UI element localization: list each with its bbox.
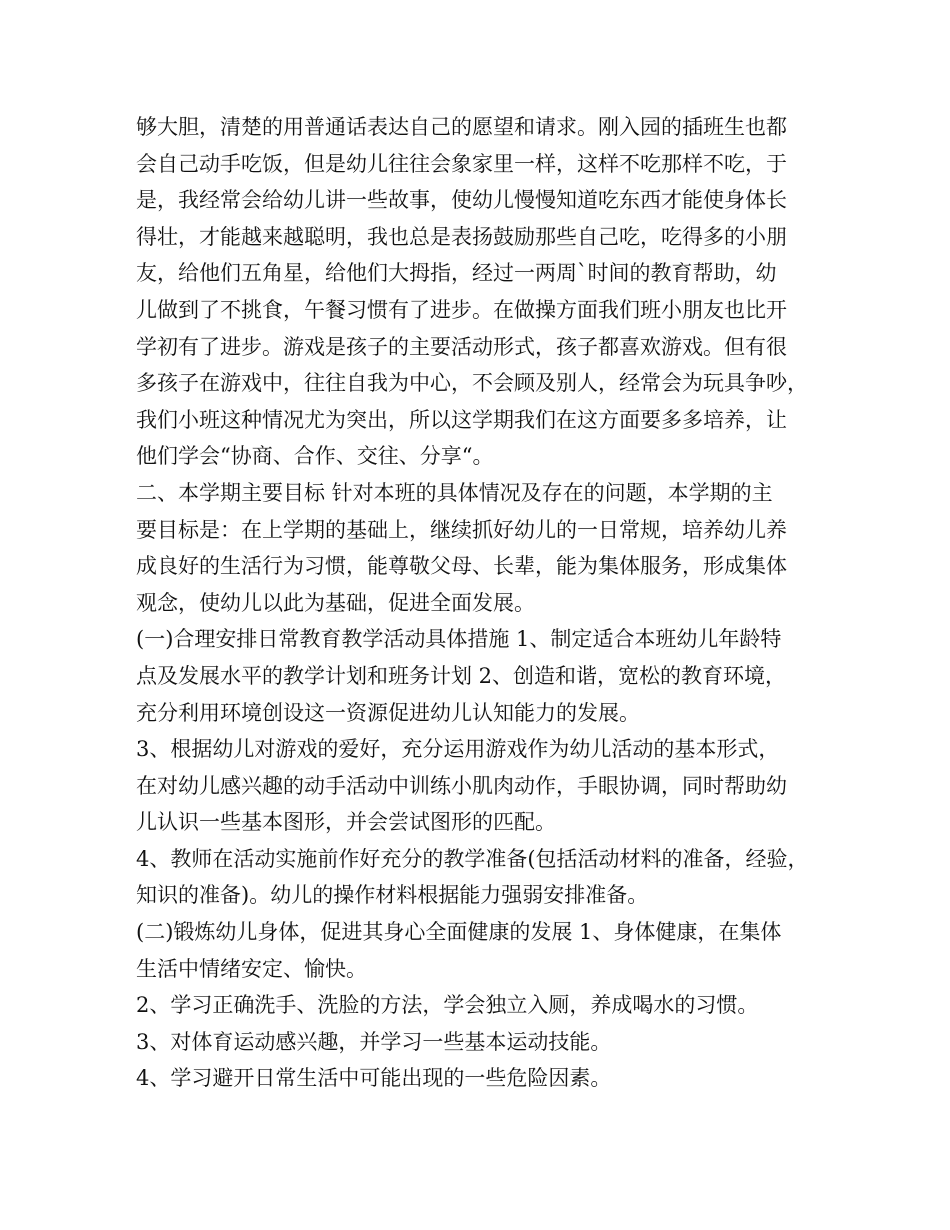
text-line: 够大胆，清楚的用普通话表达自己的愿望和请求。刚入园的插班生也都 <box>136 115 787 139</box>
list-item-line: 4、教师在活动实施前作好充分的教学准备(包括活动材料的准备，经验， <box>136 846 809 871</box>
text-line: 是，我经常会给幼儿讲一些故事，使幼儿慢慢知道吃东西才能使身体长 <box>136 188 787 213</box>
text-line: 要目标是：在上学期的基础上，继续抓好幼儿的一日常规，培养幼儿养 <box>136 517 787 542</box>
subsection-heading-line: (二)锻炼幼儿身体，促进其身心全面健康的发展 1、身体健康，在集体 <box>136 920 782 945</box>
section-heading-line: 二、本学期主要目标 针对本班的具体情况及存在的问题，本学期的主 <box>136 480 773 505</box>
text-line: 点及发展水平的教学计划和班务计划 2、创造和谐，宽松的教育环境， <box>136 663 787 688</box>
list-item-line: 3、根据幼儿对游戏的爱好，充分运用游戏作为幼儿活动的基本形式， <box>136 737 780 762</box>
text-line: 在对幼儿感兴趣的动手活动中训练小肌肉动作，手眼协调，同时帮助幼 <box>136 773 787 798</box>
text-line: 友，给他们五角星，给他们大拇指，经过一两周`时间的教育帮助，幼 <box>136 261 777 286</box>
subsection-heading-line: (一)合理安排日常教育教学活动具体措施 1、制定适合本班幼儿年龄特 <box>136 627 782 652</box>
text-line: 充分利用环境创设这一资源促进幼儿认知能力的发展。 <box>136 700 640 725</box>
list-item-line: 2、学习正确洗手、洗脸的方法，学会独立入厕，养成喝水的习惯。 <box>136 993 759 1018</box>
text-line: 观念，使幼儿以此为基础，促进全面发展。 <box>136 590 535 615</box>
text-line: 我们小班这种情况尤为突出，所以这学期我们在这方面要多多培养，让 <box>136 407 787 432</box>
document-body <box>136 109 826 1097</box>
text-line: 多孩子在游戏中，往往自我为中心，不会顾及别人，经常会为玩具争吵， <box>136 371 808 396</box>
text-line: 学初有了进步。游戏是孩子的主要活动形式，孩子都喜欢游戏。但有很 <box>136 334 787 359</box>
text-line: 知识的准备)。幼儿的操作材料根据能力强弱安排准备。 <box>136 883 649 908</box>
text-line: 会自己动手吃饭，但是幼儿往往会象家里一样，这样不吃那样不吃，于 <box>136 151 787 176</box>
text-line: 他们学会“协商、合作、交往、分享“。 <box>136 444 494 469</box>
text-line: 得壮，才能越来越聪明，我也总是表扬鼓励那些自己吃，吃得多的小朋 <box>136 224 787 249</box>
text-line: 儿认识一些基本图形，并会尝试图形的匹配。 <box>136 810 556 835</box>
list-item-line: 3、对体育运动感兴趣，并学习一些基本运动技能。 <box>136 1029 612 1054</box>
list-item-line: 4、学习避开日常生活中可能出现的一些危险因素。 <box>136 1066 612 1091</box>
text-line: 儿做到了不挑食，午餐习惯有了进步。在做操方面我们班小朋友也比开 <box>136 297 787 322</box>
text-line: 生活中情绪安定、愉快。 <box>136 956 367 981</box>
text-line: 成良好的生活行为习惯，能尊敬父母、长辈，能为集体服务，形成集体 <box>136 554 787 579</box>
